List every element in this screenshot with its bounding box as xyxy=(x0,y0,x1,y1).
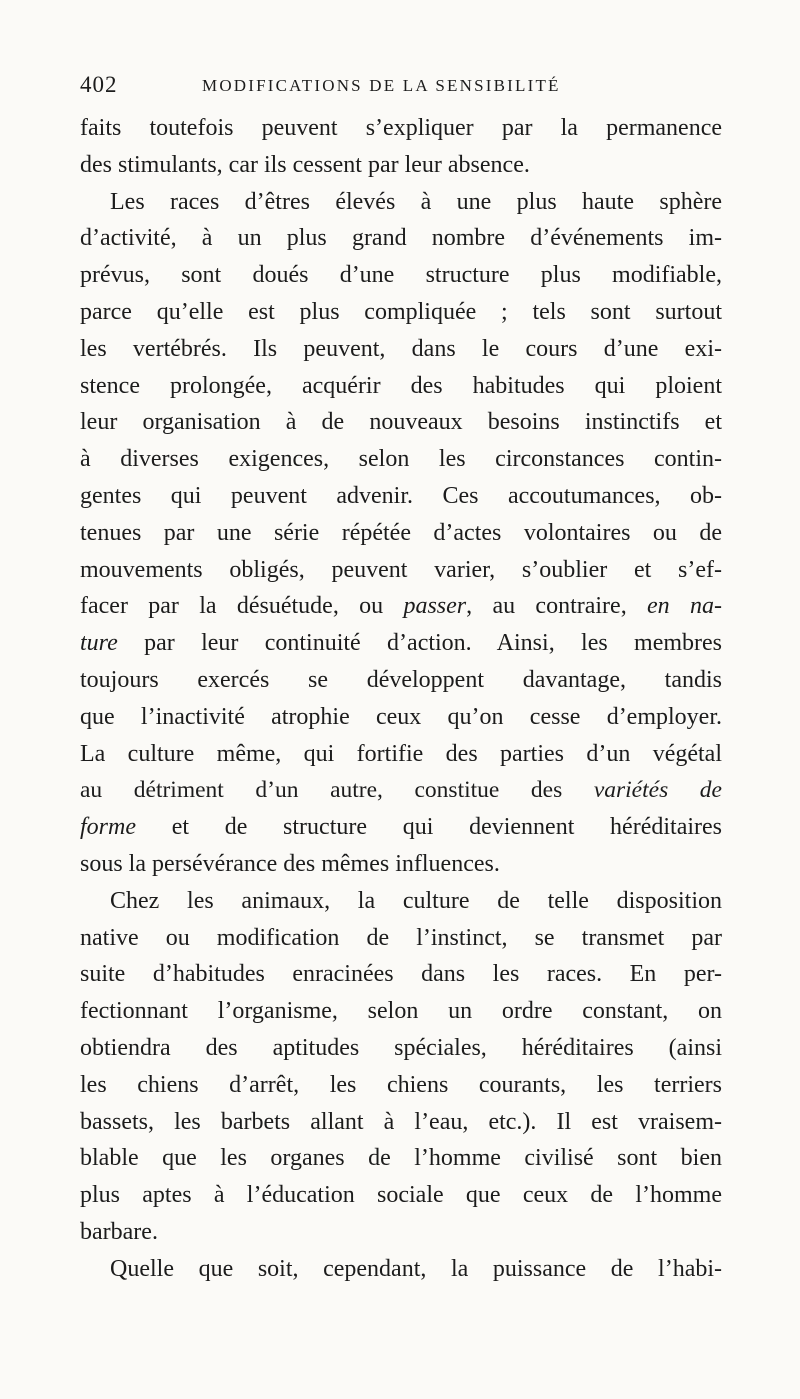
text-line: faits toutefois peuvent s’expliquer par la permanence xyxy=(80,115,722,141)
italic-text: forme xyxy=(80,814,136,841)
text-line: forme et de structure qui deviennent héréditaires xyxy=(80,814,722,841)
text-line: La culture même, qui fortifie des parties d’un végétal xyxy=(80,740,722,767)
text-line: plus aptes à l’éducation sociale que ceux de l’homme xyxy=(80,1182,722,1209)
text-line: tenues par une série répétée d’actes volontaires ou de xyxy=(80,519,722,546)
text-line: au détriment d’un autre, constitue des variétés de xyxy=(80,777,722,804)
text-line: ture par leur continuité d’action. Ainsi, les membres xyxy=(80,630,722,657)
text-line: gentes qui peuvent advenir. Ces accoutumances, ob- xyxy=(80,482,722,509)
text-line: Quelle que soit, cependant, la puissance de l’habi- xyxy=(110,1255,722,1282)
text-line: toujours exercés se développent davantage, tandis xyxy=(80,666,722,693)
text-line: à diverses exigences, selon les circonstances contin- xyxy=(80,446,722,473)
text-line: prévus, sont doués d’une structure plus modifiable, xyxy=(80,262,722,289)
text-line: Les races d’êtres élevés à une plus haute sphère xyxy=(110,188,722,215)
text-line: fectionnant l’organisme, selon un ordre constant, on xyxy=(80,998,722,1025)
italic-text: passer xyxy=(403,593,467,620)
text-line: Chez les animaux, la culture de telle disposition xyxy=(110,887,722,914)
text-line: native ou modification de l’instinct, se transmet par xyxy=(80,924,722,951)
text-line: que l’inactivité atrophie ceux qu’on cesse d’employer. xyxy=(80,703,722,730)
text-line: sous la persévérance des mêmes influences. xyxy=(80,850,500,877)
italic-text: ture xyxy=(80,630,118,657)
body-text xyxy=(80,110,722,1288)
text-line: bassets, les barbets allant à l’eau, etc.). Il est vraisem- xyxy=(80,1108,722,1135)
text-line: barbare. xyxy=(80,1218,158,1245)
text-line: parce qu’elle est plus compliquée ; tels sont surtout xyxy=(80,298,722,325)
text-line: blable que les organes de l’homme civilisé sont bien xyxy=(80,1145,722,1172)
italic-text: variétés de xyxy=(593,777,722,804)
text-line: suite d’habitudes enracinées dans les races. En per- xyxy=(80,961,722,988)
text-line: obtiendra des aptitudes spéciales, héréditaires (ainsi xyxy=(80,1034,722,1061)
text-line: stence prolongée, acquérir des habitudes qui ploient xyxy=(80,372,722,399)
italic-text: en na- xyxy=(647,593,722,620)
text-line: facer par la désuétude, ou passer, au contraire, en na- xyxy=(80,593,722,620)
text-line: les vertébrés. Ils peuvent, dans le cours d’une exi- xyxy=(80,335,722,362)
running-title: MODIFICATIONS DE LA SENSIBILITÉ xyxy=(202,76,561,95)
text-line: des stimulants, car ils cessent par leur absence. xyxy=(80,151,530,178)
text-line: leur organisation à de nouveaux besoins instinctifs et xyxy=(80,409,722,436)
text-line: mouvements obligés, peuvent varier, s’oublier et s’ef- xyxy=(80,556,722,583)
page-header xyxy=(80,72,740,102)
text-line: les chiens d’arrêt, les chiens courants, les terriers xyxy=(80,1071,722,1098)
page-number: 402 xyxy=(80,72,118,97)
text-line: d’activité, à un plus grand nombre d’événements im- xyxy=(80,225,722,252)
